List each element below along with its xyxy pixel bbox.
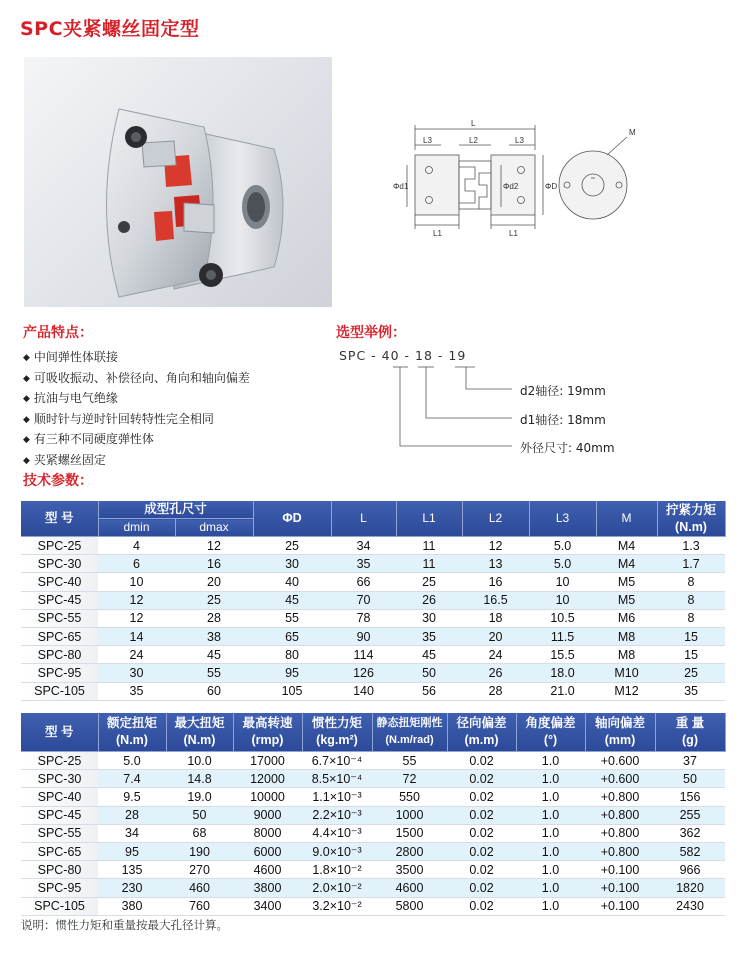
code-series: SPC	[339, 348, 367, 363]
col-header-name: 轴向偏差	[594, 716, 645, 730]
table-row	[21, 770, 725, 788]
table-cell: 230	[98, 879, 166, 897]
table-cell: 17000	[233, 752, 302, 770]
table-cell: M4	[596, 555, 657, 573]
table-cell: 15	[657, 646, 725, 664]
feature-item: ◆ 可吸收振动、补偿径向、角向和轴向偏差	[23, 369, 250, 390]
table-cell: 1000	[372, 806, 447, 824]
table-cell: 18.0	[529, 664, 596, 682]
table-cell: 40	[253, 573, 331, 591]
col-model: 型 号	[21, 501, 98, 537]
table-cell: +0.600	[585, 752, 655, 770]
col-header-name: 型 号	[45, 724, 74, 739]
col-header-unit: (°)	[543, 733, 558, 747]
table-cell: 19.0	[166, 788, 233, 806]
table-row	[21, 682, 725, 700]
table-cell: 20	[462, 627, 529, 645]
table-cell: 28	[462, 682, 529, 700]
table-cell: SPC-80	[21, 646, 98, 664]
table-cell: 8	[657, 609, 725, 627]
table-cell: 14	[98, 627, 175, 645]
table-cell: 45	[253, 591, 331, 609]
table-row	[21, 752, 725, 770]
table-cell: 8000	[233, 824, 302, 842]
col-header	[21, 713, 98, 752]
table-cell: 9.0×10⁻³	[302, 842, 372, 860]
table-cell: M5	[596, 591, 657, 609]
table-cell: 4600	[233, 861, 302, 879]
table-row	[21, 609, 725, 627]
tech-params-title: 技术参数：	[23, 473, 93, 489]
table-cell: 6000	[233, 842, 302, 860]
table-cell: 135	[98, 861, 166, 879]
table-cell: SPC-30	[21, 770, 98, 788]
table-cell: 56	[396, 682, 462, 700]
table-cell: 1.7	[657, 555, 725, 573]
table-cell: 50	[396, 664, 462, 682]
dim-L: L	[471, 119, 476, 128]
table-cell: 30	[253, 555, 331, 573]
table-cell: 15.5	[529, 646, 596, 664]
table-cell: 0.02	[447, 842, 516, 860]
table-cell: +0.600	[585, 770, 655, 788]
table-cell: 3400	[233, 897, 302, 915]
feature-item: ◆ 有三种不同硬度弹性体	[23, 430, 250, 451]
table-cell: 68	[166, 824, 233, 842]
table-cell: 11	[396, 555, 462, 573]
col-header	[585, 713, 655, 752]
table-cell: 1.1×10⁻³	[302, 788, 372, 806]
col-L1: L1	[396, 501, 462, 537]
table-cell: 0.02	[447, 861, 516, 879]
dimension-table	[21, 501, 726, 701]
table-cell: 460	[166, 879, 233, 897]
table-cell: 5.0	[529, 537, 596, 555]
table-cell: 760	[166, 897, 233, 915]
table-cell: 1.0	[516, 824, 585, 842]
d2-shaft-label: d2轴径: 19mm	[520, 384, 606, 398]
table-row	[21, 664, 725, 682]
table-cell: 2.0×10⁻²	[302, 879, 372, 897]
table-cell: M12	[596, 682, 657, 700]
dim-L3-right: L3	[515, 136, 524, 145]
table-cell: 30	[396, 609, 462, 627]
table-cell: 24	[98, 646, 175, 664]
table-row	[21, 646, 725, 664]
col-header-unit: (g)	[682, 733, 698, 747]
table-cell: 24	[462, 646, 529, 664]
selection-title: 选型举例：	[336, 325, 406, 341]
table-cell: 16	[462, 573, 529, 591]
table-cell: 26	[396, 591, 462, 609]
performance-table	[21, 713, 726, 916]
table-cell: 10	[529, 573, 596, 591]
table-cell: 95	[98, 842, 166, 860]
table-cell: 9000	[233, 806, 302, 824]
table-cell: 78	[331, 609, 396, 627]
code-d2: 19	[448, 348, 467, 363]
table-cell: 66	[331, 573, 396, 591]
table-cell: 10	[529, 591, 596, 609]
table-cell: 45	[175, 646, 253, 664]
table-cell: SPC-25	[21, 537, 98, 555]
col-D: ΦD	[253, 501, 331, 537]
table-cell: 0.02	[447, 897, 516, 915]
table-cell: 8.5×10⁻⁴	[302, 770, 372, 788]
table-cell: SPC-40	[21, 573, 98, 591]
table-cell: +0.800	[585, 788, 655, 806]
table-cell: 1820	[655, 879, 725, 897]
table-cell: 37	[655, 752, 725, 770]
table-cell: 25	[175, 591, 253, 609]
table-cell: 255	[655, 806, 725, 824]
table-cell: 2.2×10⁻³	[302, 806, 372, 824]
table-cell: 105	[253, 682, 331, 700]
table-row	[21, 861, 725, 879]
col-header	[166, 713, 233, 752]
feature-item: ◆ 夹紧螺丝固定	[23, 451, 250, 472]
col-header-name: 径向偏差	[456, 716, 507, 730]
table-cell: 114	[331, 646, 396, 664]
col-header	[516, 713, 585, 752]
col-L2: L2	[462, 501, 529, 537]
d1-shaft-label: d1轴径: 18mm	[520, 413, 606, 427]
table-cell: M6	[596, 609, 657, 627]
table-cell: 8	[657, 591, 725, 609]
table-cell: SPC-105	[21, 897, 98, 915]
col-header-name: 重 量	[675, 716, 705, 730]
table-cell: 60	[175, 682, 253, 700]
table-cell: 550	[372, 788, 447, 806]
table-cell: 50	[166, 806, 233, 824]
col-header-name: 额定扭矩	[106, 716, 157, 730]
col-header-unit: (m.m)	[464, 733, 499, 747]
table-cell: 0.02	[447, 752, 516, 770]
table-cell: 12000	[233, 770, 302, 788]
dim-M: M	[629, 128, 636, 137]
table-row	[21, 573, 725, 591]
dim-L1-right: L1	[509, 229, 518, 238]
page-title: SPC夹紧螺丝固定型	[20, 18, 200, 40]
table-cell: SPC-55	[21, 609, 98, 627]
col-header-unit: (N.m)	[116, 733, 148, 747]
table-cell: +0.800	[585, 842, 655, 860]
col-L: L	[331, 501, 396, 537]
feature-item: ◆ 中间弹性体联接	[23, 348, 250, 369]
table-cell: 12	[175, 537, 253, 555]
table-cell: 0.02	[447, 770, 516, 788]
table-cell: 20	[175, 573, 253, 591]
table-cell: 270	[166, 861, 233, 879]
table-row	[21, 591, 725, 609]
dim-D: ΦD	[545, 182, 558, 191]
table-cell: 6.7×10⁻⁴	[302, 752, 372, 770]
table-row	[21, 879, 725, 897]
table-cell: 35	[657, 682, 725, 700]
table-cell: M5	[596, 573, 657, 591]
code-d1: 18	[415, 348, 433, 363]
col-header	[233, 713, 302, 752]
table-cell: 38	[175, 627, 253, 645]
table-cell: 50	[655, 770, 725, 788]
table-cell: 11	[396, 537, 462, 555]
table-cell: SPC-95	[21, 879, 98, 897]
table-cell: 1500	[372, 824, 447, 842]
table-cell: +0.100	[585, 897, 655, 915]
table-cell: 582	[655, 842, 725, 860]
table-cell: 380	[98, 897, 166, 915]
col-dmax: dmax	[175, 519, 253, 537]
table-cell: 12	[462, 537, 529, 555]
dim-d1: Φd1	[393, 182, 409, 191]
footnote: 说明：惯性力矩和重量按最大孔径计算。	[21, 918, 228, 932]
table-cell: 35	[331, 555, 396, 573]
table-cell: 12	[98, 591, 175, 609]
outer-diameter-label: 外径尺寸: 40mm	[520, 441, 615, 455]
table-cell: 1.0	[516, 806, 585, 824]
table-cell: M4	[596, 537, 657, 555]
col-torque	[657, 501, 725, 537]
table-row	[21, 537, 725, 555]
table-row	[21, 897, 725, 915]
table-cell: 1.3	[657, 537, 725, 555]
dim-d2: Φd2	[503, 182, 519, 191]
table-cell: +0.800	[585, 806, 655, 824]
table-cell: +0.800	[585, 824, 655, 842]
table-cell: SPC-45	[21, 806, 98, 824]
table-cell: 126	[331, 664, 396, 682]
table-cell: 26	[462, 664, 529, 682]
table-cell: 1.0	[516, 752, 585, 770]
table-cell: 18	[462, 609, 529, 627]
table-cell: +0.100	[585, 861, 655, 879]
col-header-name: 最大扭矩	[174, 716, 225, 730]
table-cell: 25	[253, 537, 331, 555]
col-torque-unit: (N.m)	[675, 519, 707, 534]
table-cell: SPC-25	[21, 752, 98, 770]
table-row	[21, 555, 725, 573]
table-cell: 6	[98, 555, 175, 573]
table-cell: 1.0	[516, 897, 585, 915]
table-cell: 55	[175, 664, 253, 682]
table-cell: 11.5	[529, 627, 596, 645]
table-cell: 5.0	[529, 555, 596, 573]
table-cell: 3.2×10⁻²	[302, 897, 372, 915]
table-cell: SPC-30	[21, 555, 98, 573]
table-cell: 10.0	[166, 752, 233, 770]
table-cell: 1.8×10⁻²	[302, 861, 372, 879]
table-cell: M10	[596, 664, 657, 682]
table-cell: +0.100	[585, 879, 655, 897]
col-header-name: 角度偏差	[525, 716, 576, 730]
table-cell: 190	[166, 842, 233, 860]
col-header-unit: (mm)	[604, 733, 636, 747]
table-cell: 34	[331, 537, 396, 555]
table-cell: SPC-65	[21, 627, 98, 645]
col-L3: L3	[529, 501, 596, 537]
col-header-unit: (kg.m²)	[316, 733, 358, 747]
table-cell: 1.0	[516, 842, 585, 860]
table-cell: 10	[98, 573, 175, 591]
dim-L2: L2	[469, 136, 478, 145]
table-cell: 13	[462, 555, 529, 573]
table-cell: 5800	[372, 897, 447, 915]
table-cell: 3800	[233, 879, 302, 897]
col-header-unit: (N.m/rad)	[385, 734, 434, 746]
table-cell: 10000	[233, 788, 302, 806]
col-header-name: 惯性力矩	[311, 716, 362, 730]
table-cell: M8	[596, 627, 657, 645]
table-cell: SPC-95	[21, 664, 98, 682]
table-cell: 25	[396, 573, 462, 591]
table-cell: 16.5	[462, 591, 529, 609]
table-cell: 7.4	[98, 770, 166, 788]
table-cell: 0.02	[447, 788, 516, 806]
table-cell: 2430	[655, 897, 725, 915]
col-header	[302, 713, 372, 752]
table-cell: 8	[657, 573, 725, 591]
table-cell: 0.02	[447, 806, 516, 824]
table-row	[21, 842, 725, 860]
table-cell: 4	[98, 537, 175, 555]
table-cell: 1.0	[516, 879, 585, 897]
table-cell: 362	[655, 824, 725, 842]
table-cell: M8	[596, 646, 657, 664]
table-cell: 14.8	[166, 770, 233, 788]
col-dmin: dmin	[98, 519, 175, 537]
col-header	[372, 713, 447, 752]
table-row	[21, 788, 725, 806]
col-header-name: 最高转速	[242, 716, 293, 730]
col-torque-name: 拧紧力矩	[666, 502, 717, 517]
table-cell: 1.0	[516, 861, 585, 879]
table-cell: 0.02	[447, 824, 516, 842]
table-cell: 28	[175, 609, 253, 627]
table-cell: 4600	[372, 879, 447, 897]
table-cell: 3500	[372, 861, 447, 879]
table-cell: 45	[396, 646, 462, 664]
table-cell: 156	[655, 788, 725, 806]
features-title: 产品特点：	[23, 325, 93, 341]
table-cell: 4.4×10⁻³	[302, 824, 372, 842]
table-cell: SPC-40	[21, 788, 98, 806]
col-header-name: 静态扭矩刚性	[376, 717, 443, 729]
table-cell: 30	[98, 664, 175, 682]
col-header-unit: (N.m)	[183, 733, 216, 747]
table-row	[21, 806, 725, 824]
table-cell: 1.0	[516, 770, 585, 788]
dim-L1-left: L1	[433, 229, 442, 238]
table-cell: 65	[253, 627, 331, 645]
table-row	[21, 627, 725, 645]
table-cell: 55	[372, 752, 447, 770]
col-header	[98, 713, 166, 752]
col-header	[447, 713, 516, 752]
col-bore: 成型孔尺寸	[98, 501, 253, 519]
table-cell: SPC-80	[21, 861, 98, 879]
dim-L3-left: L3	[423, 136, 432, 145]
table-cell: SPC-65	[21, 842, 98, 860]
table-cell: 9.5	[98, 788, 166, 806]
table-cell: 95	[253, 664, 331, 682]
table-cell: 35	[396, 627, 462, 645]
feature-item: ◆ 抗油与电气绝缘	[23, 389, 250, 410]
table-cell: 12	[98, 609, 175, 627]
table-cell: 25	[657, 664, 725, 682]
table-cell: 10.5	[529, 609, 596, 627]
table-cell: 55	[253, 609, 331, 627]
table-cell: 35	[98, 682, 175, 700]
table-cell: 16	[175, 555, 253, 573]
table-cell: 2800	[372, 842, 447, 860]
table-cell: 0.02	[447, 879, 516, 897]
selection-code: SPC - 40 - 18 - 19	[339, 348, 467, 363]
table-cell: 140	[331, 682, 396, 700]
table-cell: 28	[98, 806, 166, 824]
table-cell: SPC-55	[21, 824, 98, 842]
table-cell: 15	[657, 627, 725, 645]
table-cell: SPC-45	[21, 591, 98, 609]
col-header-unit: (rmp)	[251, 733, 284, 747]
table-cell: 5.0	[98, 752, 166, 770]
code-od: 40	[381, 348, 400, 363]
feature-item: ◆ 顺时针与逆时针回转特性完全相同	[23, 410, 250, 431]
col-header	[655, 713, 725, 752]
table-cell: 1.0	[516, 788, 585, 806]
col-M: M	[596, 501, 657, 537]
table-cell: 72	[372, 770, 447, 788]
table-cell: 90	[331, 627, 396, 645]
table-cell: 21.0	[529, 682, 596, 700]
table-cell: 70	[331, 591, 396, 609]
table-cell: 966	[655, 861, 725, 879]
table-row	[21, 824, 725, 842]
table-cell: 80	[253, 646, 331, 664]
table-cell: 34	[98, 824, 166, 842]
selection-leader-lines	[0, 0, 750, 460]
table-cell: SPC-105	[21, 682, 98, 700]
